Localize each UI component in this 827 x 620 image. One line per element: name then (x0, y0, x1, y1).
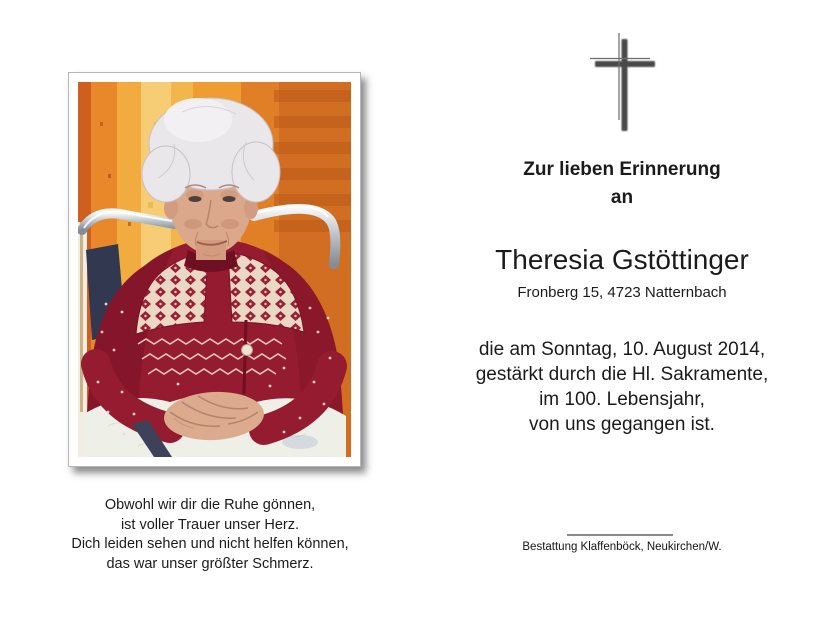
memorial-text-column (440, 0, 804, 620)
poem (5, 496, 415, 574)
deceased-name: Theresia Gstöttinger (495, 244, 749, 275)
poem-line: Obwohl wir dir die Ruhe gönnen, (104, 497, 316, 513)
poem-line: ist voller Trauer unser Herz. (120, 516, 300, 533)
signature-divider (567, 534, 673, 536)
obituary-line: gestärkt durch die Hl. Sakramente, (475, 364, 769, 385)
obituary-text (440, 337, 804, 437)
obituary-line: im 100. Lebensjahr, (539, 389, 705, 410)
intro-heading (440, 156, 804, 212)
poem-line: Dich leiden sehen und nicht helfen können, (71, 536, 349, 553)
portrait-illustration (78, 82, 351, 457)
cross-icon (584, 28, 664, 133)
intro-line-1: Zur lieben Erinnerung (523, 159, 721, 180)
intro-line-2: an (610, 187, 634, 208)
obituary-line: von uns gegangen ist. (529, 414, 715, 435)
obituary-line: die am Sonntag, 10. August 2014, (478, 339, 766, 360)
funeral-home-credit: Bestattung Klaffenböck, Neukirchen/W. (522, 541, 722, 553)
portrait-photo (68, 72, 361, 467)
deceased-address: Fronberg 15, 4723 Natternbach (517, 284, 727, 301)
poem-line: das war unser größter Schmerz. (106, 555, 314, 572)
